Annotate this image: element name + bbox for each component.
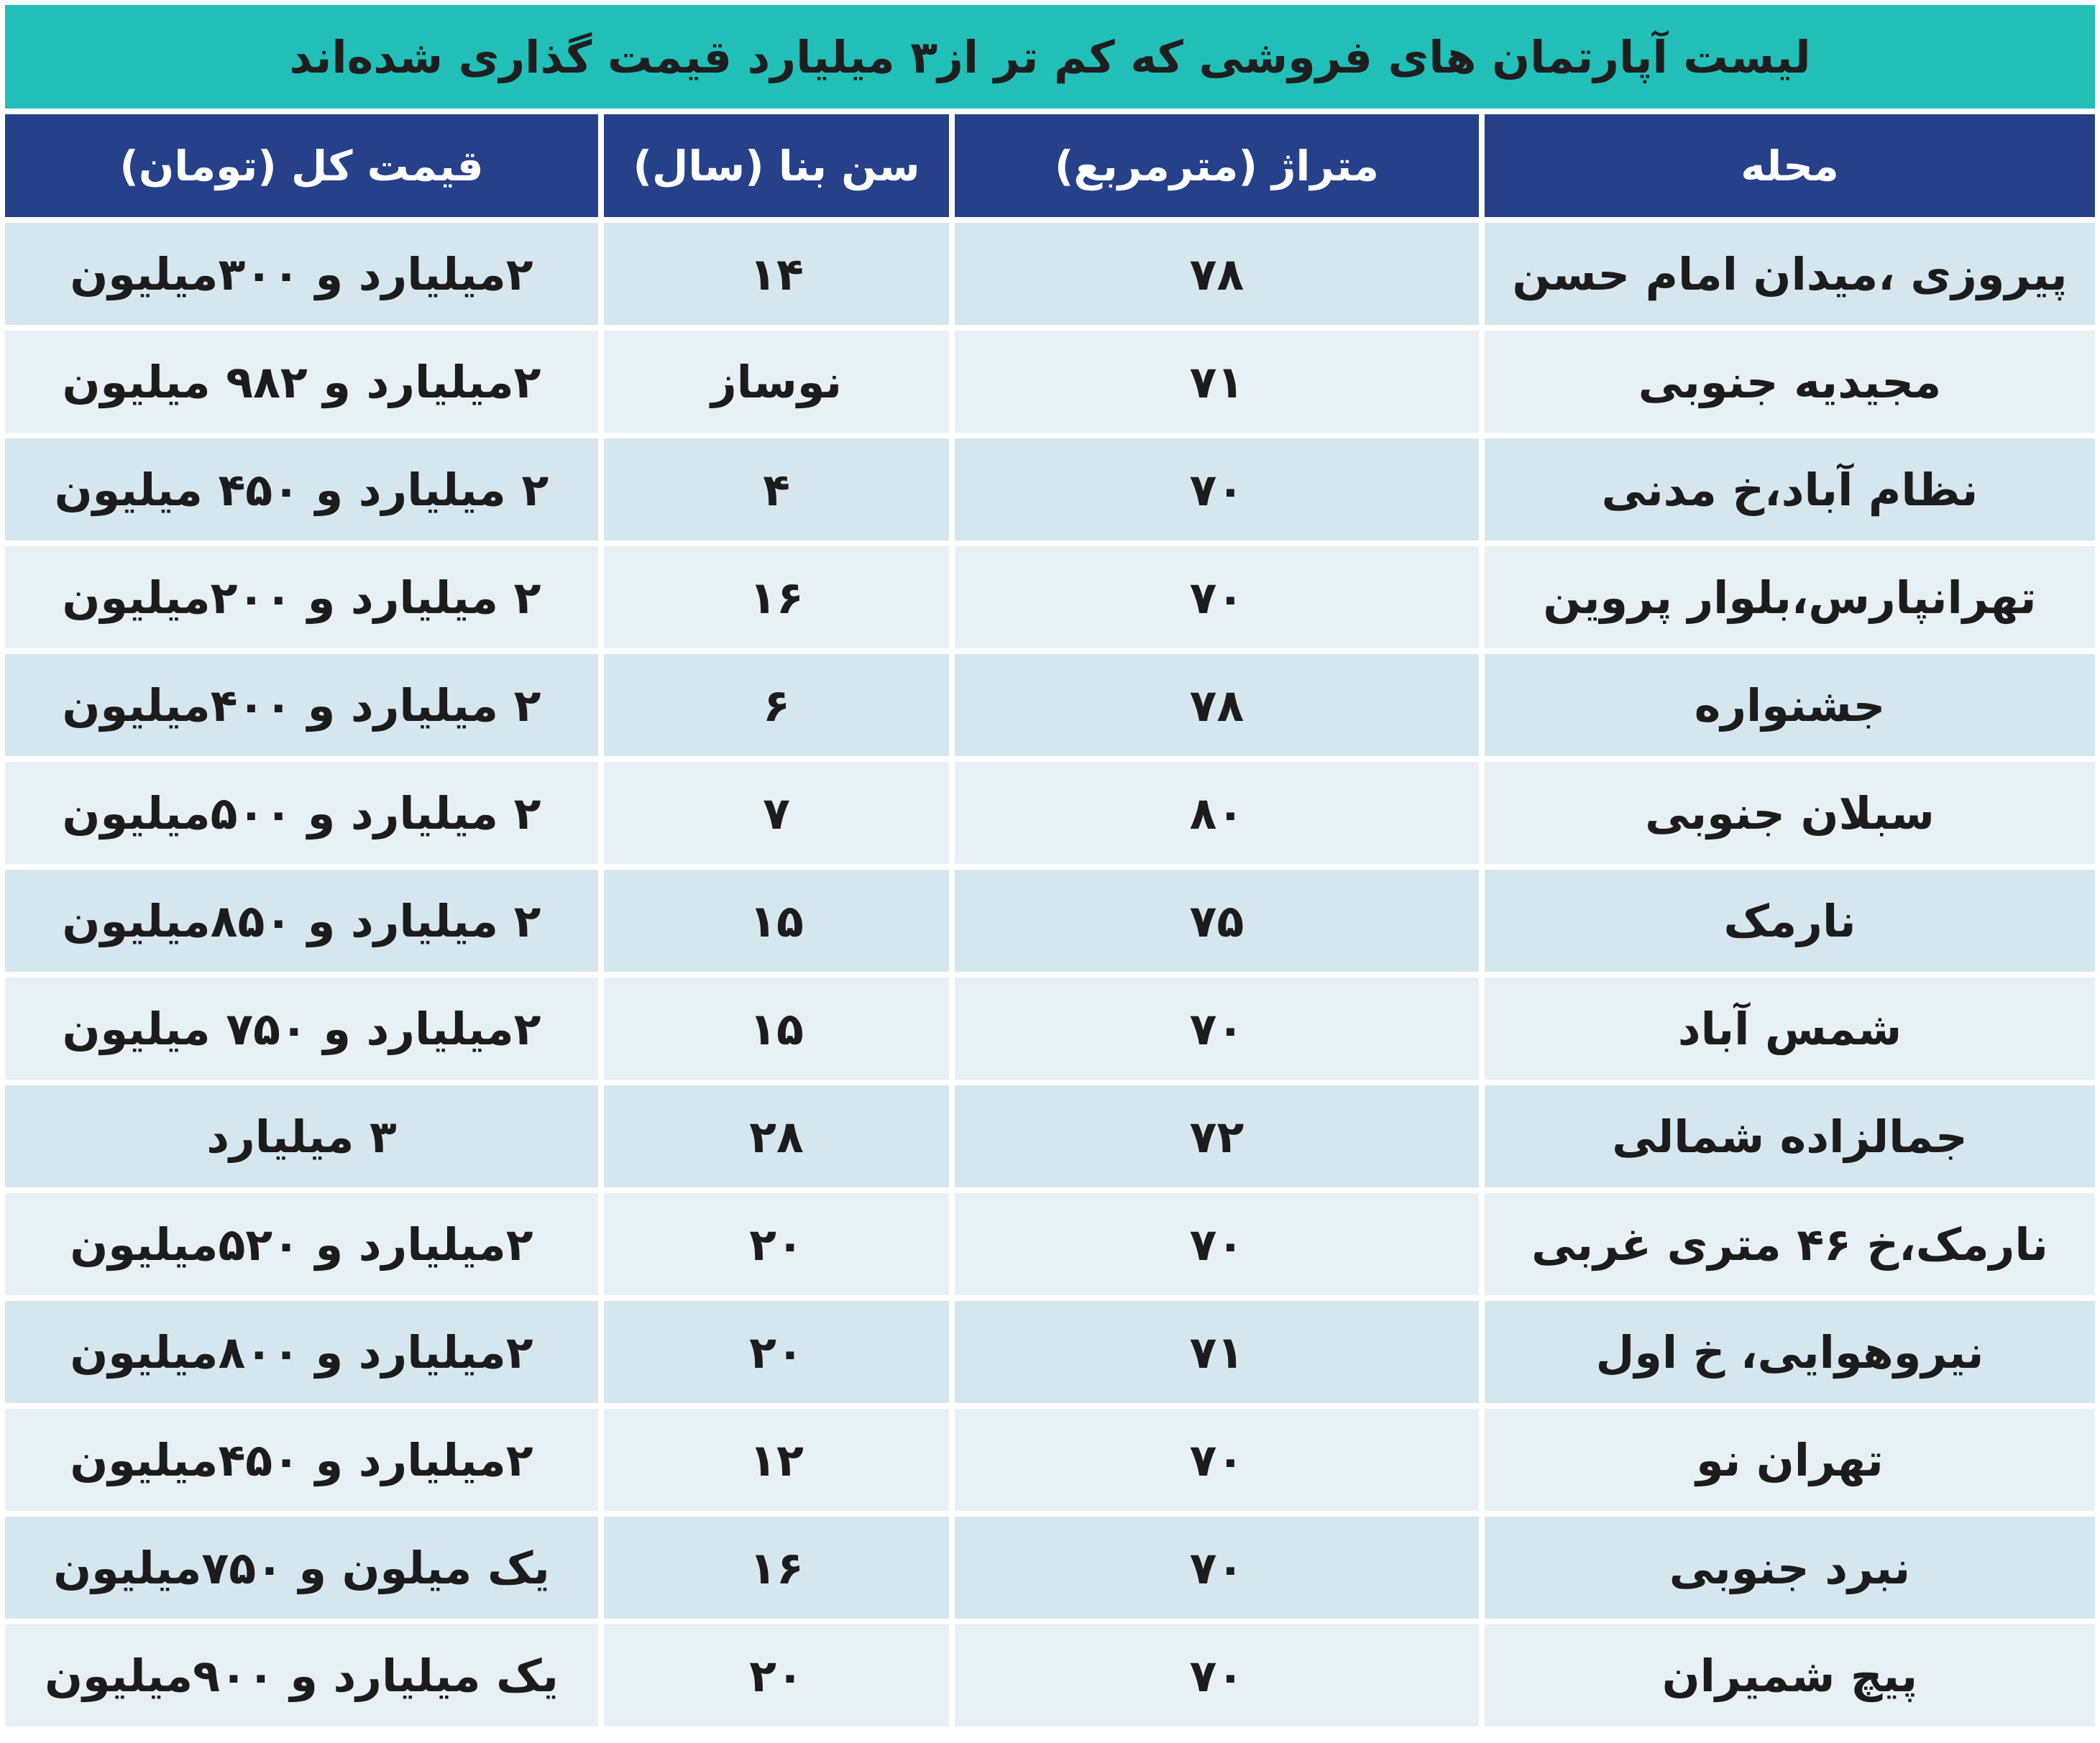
cell-age: ۲۰: [598, 1193, 949, 1301]
cell-price: ۲ میلیارد و ۴۵۰ میلیون: [5, 438, 598, 546]
table-row: [5, 870, 2095, 978]
cell-price: یک میلیارد و ۹۰۰میلیون: [5, 1624, 598, 1732]
cell-neighborhood: نارمک: [1479, 870, 2095, 978]
cell-price: ۲ میلیارد و ۴۰۰میلیون: [5, 654, 598, 762]
cell-age: ۲۰: [598, 1624, 949, 1732]
cell-area: ۷۲: [949, 1085, 1479, 1193]
cell-price: ۲میلیارد و ۸۰۰میلیون: [5, 1301, 598, 1409]
cell-area: ۷۰: [949, 1624, 1479, 1732]
cell-price: ۳ میلیارد: [5, 1085, 598, 1193]
table-header-row: [5, 114, 2095, 223]
table-row: [5, 438, 2095, 546]
cell-area: ۸۰: [949, 762, 1479, 870]
table-row: [5, 762, 2095, 870]
listings-table: [5, 114, 2095, 1732]
cell-area: ۷۸: [949, 654, 1479, 762]
cell-neighborhood: تهرانپارس،بلوار پروین: [1479, 546, 2095, 654]
cell-age: ۱۵: [598, 870, 949, 978]
column-header-age: سن بنا (سال): [598, 114, 949, 223]
cell-area: ۷۰: [949, 1517, 1479, 1624]
cell-age: ۶: [598, 654, 949, 762]
cell-neighborhood: نیروهوایی، خ اول: [1479, 1301, 2095, 1409]
table-row: [5, 1624, 2095, 1732]
table-row: [5, 654, 2095, 762]
cell-area: ۷۰: [949, 546, 1479, 654]
cell-age: ۱۶: [598, 1517, 949, 1624]
cell-age: ۷: [598, 762, 949, 870]
cell-price: ۲میلیارد و ۴۵۰میلیون: [5, 1409, 598, 1517]
cell-price: ۲ میلیارد و ۲۰۰میلیون: [5, 546, 598, 654]
cell-area: ۷۱: [949, 331, 1479, 438]
cell-price: ۲میلیارد و ۷۵۰ میلیون: [5, 978, 598, 1085]
cell-area: ۷۸: [949, 223, 1479, 331]
cell-area: ۷۰: [949, 978, 1479, 1085]
cell-neighborhood: شمس آباد: [1479, 978, 2095, 1085]
cell-price: ۲میلیارد و ۵۲۰میلیون: [5, 1193, 598, 1301]
cell-age: ۱۲: [598, 1409, 949, 1517]
cell-area: ۷۰: [949, 1409, 1479, 1517]
cell-age: ۱۵: [598, 978, 949, 1085]
cell-neighborhood: جمالزاده شمالی: [1479, 1085, 2095, 1193]
cell-price: ۲ میلیارد و ۵۰۰میلیون: [5, 762, 598, 870]
cell-age: نوساز: [598, 331, 949, 438]
table-row: [5, 1085, 2095, 1193]
table-row: [5, 978, 2095, 1085]
table-row: [5, 1409, 2095, 1517]
column-header-area: متراژ (مترمربع): [949, 114, 1479, 223]
cell-price: ۲میلیارد و ۳۰۰میلیون: [5, 223, 598, 331]
column-header-neighborhood: محله: [1479, 114, 2095, 223]
table-row: [5, 1193, 2095, 1301]
cell-age: ۴: [598, 438, 949, 546]
column-header-price: قیمت کل (تومان): [5, 114, 598, 223]
cell-price: ۲ میلیارد و ۸۵۰میلیون: [5, 870, 598, 978]
title-bar: [5, 5, 2095, 109]
table-row: [5, 1301, 2095, 1409]
cell-area: ۷۰: [949, 1193, 1479, 1301]
table-row: [5, 223, 2095, 331]
cell-price: یک میلون و ۷۵۰میلیون: [5, 1517, 598, 1624]
table-row: [5, 546, 2095, 654]
table-row: [5, 331, 2095, 438]
cell-age: ۲۸: [598, 1085, 949, 1193]
cell-neighborhood: جشنواره: [1479, 654, 2095, 762]
cell-area: ۷۵: [949, 870, 1479, 978]
cell-age: ۱۴: [598, 223, 949, 331]
table-row: [5, 1517, 2095, 1624]
cell-area: ۷۰: [949, 438, 1479, 546]
cell-neighborhood: نظام آباد،خ مدنی: [1479, 438, 2095, 546]
cell-neighborhood: پیروزی ،میدان امام حسن: [1479, 223, 2095, 331]
cell-neighborhood: پیچ شمیران: [1479, 1624, 2095, 1732]
cell-price: ۲میلیارد و ۹۸۲ میلیون: [5, 331, 598, 438]
cell-age: ۲۰: [598, 1301, 949, 1409]
cell-neighborhood: نبرد جنوبی: [1479, 1517, 2095, 1624]
cell-neighborhood: مجیدیه جنوبی: [1479, 331, 2095, 438]
cell-neighborhood: نارمک،خ ۴۶ متری غربی: [1479, 1193, 2095, 1301]
cell-age: ۱۶: [598, 546, 949, 654]
cell-neighborhood: تهران نو: [1479, 1409, 2095, 1517]
page-title: لیست آپارتمان های فروشی که کم تر از۳ میلیارد قیمت گذاری شده‌اند: [289, 30, 1811, 83]
cell-area: ۷۱: [949, 1301, 1479, 1409]
cell-neighborhood: سبلان جنوبی: [1479, 762, 2095, 870]
